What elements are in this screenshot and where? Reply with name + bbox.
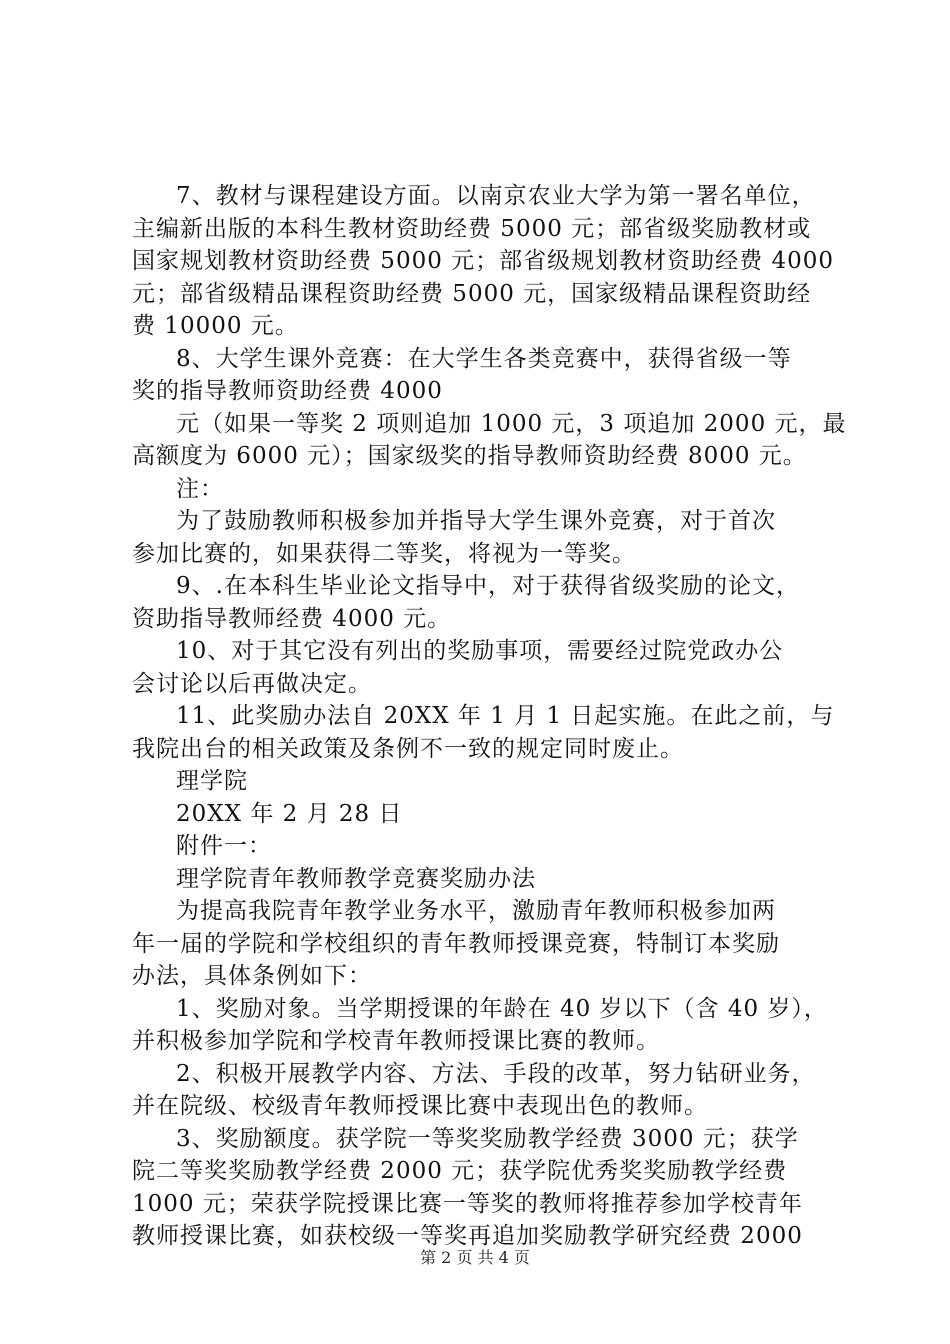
text-line: 国家规划教材资助经费 5000 元；部省级规划教材资助经费 4000 bbox=[132, 248, 834, 274]
text-line: 元（如果一等奖 2 项则追加 1000 元，3 项追加 2000 元，最 bbox=[176, 410, 847, 437]
text-line: 年一届的学院和学校组织的青年教师授课竞赛，特制订本奖励 bbox=[132, 930, 780, 957]
text-line: 院二等奖奖励教学经费 2000 元；获学院优秀奖奖励教学经费 bbox=[132, 1158, 788, 1184]
text-line: 办法，具体条例如下： bbox=[132, 963, 372, 989]
text-line: 高额度为 6000 元）；国家级奖的指导教师资助经费 8000 元。 bbox=[132, 443, 807, 469]
text-line: 9、.在本科生毕业论文指导中，对于获得省级奖励的论文， bbox=[176, 573, 800, 599]
text-line: 1、奖励对象。当学期授课的年龄在 40 岁以下（含 40 岁）， bbox=[176, 995, 828, 1022]
text-line: 参加比赛的，如果获得二等奖，将视为一等奖。 bbox=[132, 540, 636, 567]
text-line: 为提高我院青年教学业务水平，激励青年教师积极参加两 bbox=[176, 898, 776, 924]
text-line: 理学院 bbox=[176, 768, 248, 794]
text-line: 奖的指导教师资助经费 4000 bbox=[132, 378, 443, 404]
text-line: 主编新出版的本科生教材资助经费 5000 元；部省级奖励教材或 bbox=[132, 215, 812, 242]
text-line: 费 10000 元。 bbox=[132, 313, 299, 339]
text-line: 教师授课比赛，如获校级一等奖再追加奖励教学研究经费 2000 bbox=[132, 1223, 803, 1249]
text-line: 我院出台的相关政策及条例不一致的规定同时废止。 bbox=[132, 735, 684, 762]
text-line: 3、奖励额度。获学院一等奖奖励教学经费 3000 元；获学 bbox=[176, 1125, 799, 1152]
text-line: 并在院级、校级青年教师授课比赛中表现出色的教师。 bbox=[132, 1093, 708, 1119]
text-line: 11、此奖励办法自 20XX 年 1 月 1 日起实施。在此之前，与 bbox=[176, 703, 835, 729]
text-line: 并积极参加学院和学校青年教师授课比赛的教师。 bbox=[132, 1028, 660, 1054]
text-line: 元；部省级精品课程资助经费 5000 元，国家级精品课程资助经 bbox=[132, 280, 812, 307]
text-line: 1000 元；荣获学院授课比赛一等奖的教师将推荐参加学校青年 bbox=[132, 1190, 803, 1217]
text-line: 7、教材与课程建设方面。以南京农业大学为第一署名单位， bbox=[176, 183, 816, 209]
text-line: 20XX 年 2 月 28 日 bbox=[176, 800, 403, 827]
text-line: 10、对于其它没有列出的奖励事项，需要经过院党政办公 bbox=[176, 638, 784, 664]
text-line: 理学院青年教师教学竞赛奖励办法 bbox=[176, 865, 536, 892]
text-line: 8、大学生课外竞赛：在大学生各类竞赛中，获得省级一等 bbox=[176, 345, 792, 372]
text-line: 为了鼓励教师积极参加并指导大学生课外竞赛，对于首次 bbox=[176, 508, 776, 534]
text-line: 资助指导教师经费 4000 元。 bbox=[132, 605, 452, 632]
text-line: 注： bbox=[176, 475, 224, 502]
document-body bbox=[132, 180, 847, 1253]
text-line: 附件一： bbox=[176, 833, 272, 859]
text-line: 会讨论以后再做决定。 bbox=[132, 670, 372, 697]
page-footer: 第 2 页 共 4 页 bbox=[420, 1248, 530, 1267]
text-line: 2、积极开展教学内容、方法、手段的改革，努力钻研业务， bbox=[176, 1060, 816, 1087]
